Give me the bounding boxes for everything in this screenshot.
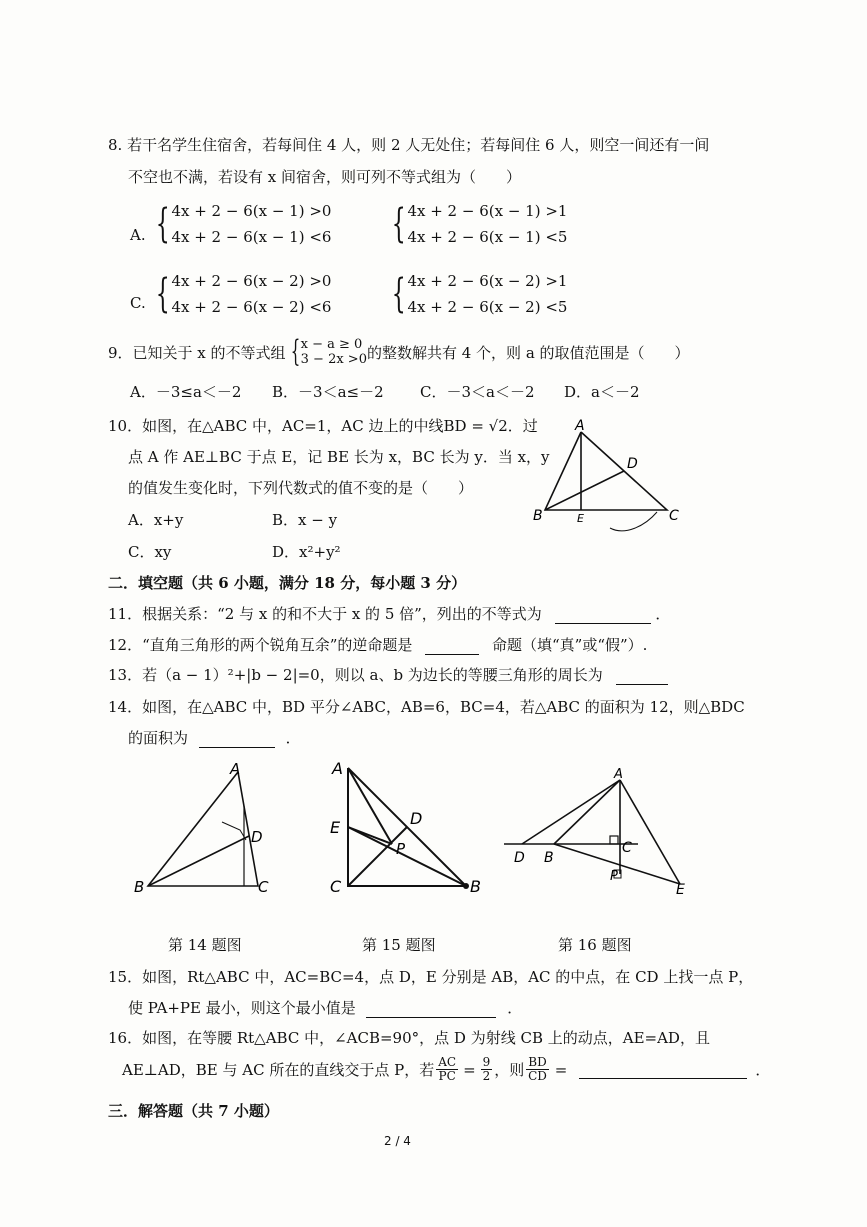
- q16-fraction-bd-cd: $\frac{BD}{CD}$: [528, 1055, 547, 1083]
- q15-line2: 使 PA+PE 最小，则这个最小值是 ．: [128, 999, 523, 1017]
- q12: 12．“直角三角形的两个锐角互余”的逆命题是 命题（填“真”或“假”）.: [108, 636, 648, 654]
- q9-stem: 9．已知关于 x 的不等式组 { x − a ≥ 0 3 − 2x >0 的整数解共有 4 个，则 a 的取值范围是（ ）: [108, 334, 690, 369]
- q10-option-d: D．x²+y²: [272, 543, 341, 561]
- q10-option-b: B．x − y: [272, 511, 338, 529]
- q8-option-d: { 4x + 2 − 6(x − 2) >1 4x + 2 − 6(x − 2) <5: [391, 271, 568, 317]
- fig14-pencil-mark: [222, 822, 246, 840]
- q15-line1: 15．如图，Rt△ABC 中，AC=BC=4，点 D，E 分别是 AB，AC 的中点，在 CD 上找一点 P，: [108, 968, 754, 986]
- q16-answer-blank[interactable]: [579, 1060, 747, 1079]
- q10-option-c: C．xy: [128, 543, 172, 561]
- fig16-label-p: P: [610, 869, 618, 884]
- q10-scribble: [610, 512, 657, 531]
- fig14-label-d: D: [251, 828, 263, 846]
- fig15-label-b: B: [470, 877, 481, 896]
- q10-label-e: E: [577, 512, 584, 525]
- q11-answer-blank[interactable]: [555, 623, 651, 624]
- q13: 13．若（a − 1）²+|b − 2|=0，则以 a、b 为边长的等腰三角形的周长为: [108, 664, 668, 685]
- fig15-label-d: D: [410, 809, 423, 828]
- q8-option-b: { 4x + 2 − 6(x − 1) >1 4x + 2 − 6(x − 1) <5: [391, 201, 568, 247]
- q16-fraction-9-2: $\frac{9}{2}$: [482, 1055, 491, 1083]
- fig16-label-d: D: [514, 850, 525, 866]
- q10-label-c: C: [669, 508, 679, 524]
- fig14-label-a: A: [230, 760, 241, 778]
- fig14-label-c: C: [258, 878, 269, 896]
- figure-16-caption: 第 16 题图: [558, 936, 632, 954]
- fig16-line-ad: [522, 780, 620, 844]
- fig15-label-p: P: [396, 840, 406, 858]
- fig15-point-b: [463, 883, 469, 889]
- q14-line2: 的面积为 ．: [128, 729, 301, 747]
- fig16-label-e: E: [676, 882, 685, 898]
- figure-15-caption: 第 15 题图: [362, 936, 436, 954]
- fig16-label-b: B: [544, 850, 554, 866]
- q8-line1: 8. 若干名学生住宿舍，若每间住 4 人，则 2 人无处住；若每间住 6 人，则空一间还有一间: [108, 136, 710, 154]
- q8-option-a: { 4x + 2 − 6(x − 1) >0 4x + 2 − 6(x − 1) <6: [155, 201, 332, 247]
- figure-14: [128, 758, 278, 898]
- fig16-label-a: A: [614, 767, 623, 782]
- q14-answer-blank[interactable]: [199, 747, 275, 748]
- figure-15: [326, 756, 494, 896]
- fig15-line-eb: [348, 827, 466, 886]
- fig16-label-c: C: [622, 840, 632, 856]
- q13-answer-blank[interactable]: [616, 684, 668, 685]
- fig15-label-a: A: [332, 759, 343, 778]
- q10-figure: [525, 418, 695, 536]
- q10-line3: 的值发生变化时，下列代数式的值不变的是（ ）: [128, 479, 474, 497]
- fig15-label-c: C: [330, 877, 342, 896]
- q9-option-d: D．a＜－2: [564, 383, 640, 401]
- q8-option-c-label: C.: [130, 294, 146, 312]
- q16-line1: 16．如图，在等腰 Rt△ABC 中，∠ACB=90°，点 D 为射线 CB 上的动点，AE=AD，且: [108, 1029, 710, 1047]
- section-2-heading: 二．填空题（共 6 小题，满分 18 分，每小题 3 分）: [108, 574, 467, 592]
- fig14-bisector-bd: [148, 836, 249, 886]
- q10-triangle-abc: [545, 432, 667, 510]
- q10-label-b: B: [533, 508, 543, 524]
- q10-median-bd: [545, 471, 624, 510]
- figure-16: [502, 766, 702, 898]
- figure-14-caption: 第 14 题图: [168, 936, 242, 954]
- q16-line2: AE⊥AD，BE 与 AC 所在的直线交于点 P，若 $\frac{AC}{PC}$ = $\frac{9}{2}$ ，则 $\frac{BD}{CD}$ = ．: [122, 1055, 771, 1083]
- q10-label-d: D: [627, 456, 638, 472]
- q14-line1: 14．如图，在△ABC 中，BD 平分∠ABC，AB=6，BC=4，若△ABC 的面积为 12，则△BDC: [108, 698, 745, 716]
- q9-option-b: B．－3＜a≤－2: [272, 383, 384, 401]
- q16-fraction-ac-pc: $\frac{AC}{PC}$: [438, 1055, 457, 1083]
- q11: 11．根据关系：“2 与 x 的和不大于 x 的 5 倍”，列出的不等式为 ．: [108, 605, 671, 623]
- q15-answer-blank[interactable]: [366, 1017, 496, 1018]
- q8-number: 8.: [108, 136, 123, 154]
- q8-option-a-label: A.: [130, 226, 146, 244]
- q10-line1: 10．如图，在△ABC 中，AC=1，AC 边上的中线BD = √2．过: [108, 417, 538, 435]
- q10-line2: 点 A 作 AE⊥BC 于点 E，记 BE 长为 x，BC 长为 y．当 x，y: [128, 448, 550, 466]
- q12-answer-blank[interactable]: [425, 654, 479, 655]
- fig16-right-angle: [610, 836, 618, 844]
- q9-option-a: A．－3≤a＜－2: [130, 383, 242, 401]
- fig16-line-ab: [554, 780, 620, 844]
- q8-option-c: { 4x + 2 − 6(x − 2) >0 4x + 2 − 6(x − 2) <6: [155, 271, 332, 317]
- fig15-label-e: E: [330, 818, 341, 837]
- section-3-heading: 三．解答题（共 7 小题）: [108, 1102, 279, 1120]
- q10-option-a: A．x+y: [128, 511, 184, 529]
- fig14-label-b: B: [134, 878, 145, 896]
- page-number: 2 / 4: [384, 1134, 411, 1148]
- fig14-triangle-abc: [148, 772, 258, 886]
- q10-label-a: A: [575, 418, 585, 434]
- q9-option-c: C．－3＜a＜－2: [420, 383, 535, 401]
- q8-line2: 不空也不满，若设有 x 间宿舍，则可列不等式组为（ ）: [128, 168, 521, 186]
- fig15-line-ep: [348, 827, 392, 844]
